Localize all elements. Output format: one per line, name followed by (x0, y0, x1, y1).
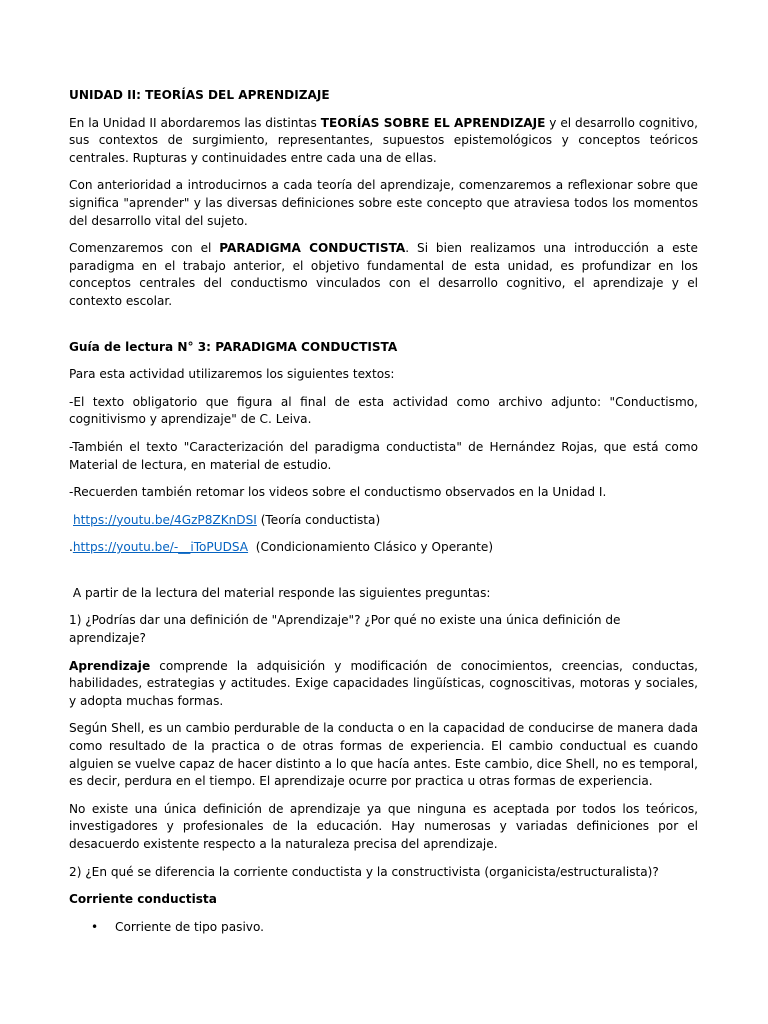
intro-p1-text-b: y el desarrollo cognitivo, sus contextos de surgimiento, representantes, supuestos epistemológicos y conceptos teóricos centrales. Rupturas y continuidades entre cada una de ellas. (69, 115, 699, 165)
answer-1-bold-term: Aprendizaje (69, 658, 151, 673)
bullet-icon: • (91, 919, 99, 934)
question-2: 2) ¿En qué se diferencia la corriente conductista y la constructivista (organicista/estructuralista)? (69, 864, 659, 879)
video-link-line-2 (69, 539, 698, 557)
video-link-1[interactable]: https://youtu.be/4GzP8ZKnDSI (73, 512, 257, 527)
intro-p3-text-b: . Si bien realizamos una introducción a este paradigma en el trabajo anterior, el objetivo fundamental de esta unidad, es profundizar en los conceptos centrales del conductismo vinculados con el desarrollo cognitivo, el aprendizaje y el contexto escolar. (69, 241, 698, 308)
list-item-text: Corriente de tipo pasivo. (115, 919, 264, 934)
list-item (69, 919, 698, 937)
intro-paragraph-3 (69, 240, 698, 310)
answer-1-paragraph-2: Según Shell, es un cambio perdurable de la conducta o en la capacidad de conducirse de manera dada como resultado de la practica o de otras formas de experiencia. El cambio conductual es cuando alguien se vuelve capaz de hacer distinto a lo que hacía antes. Este cambio, dice Shell, no es temporal, es decir, perdura en el tiempo. El aprendizaje ocurre por practica u otras formas de experiencia. (69, 721, 698, 789)
video-link-2-desc: (Condicionamiento Clásico y Operante) (248, 540, 494, 555)
intro-paragraph-1 (69, 115, 698, 168)
answer-1-paragraph-1 (69, 658, 698, 711)
document-page (69, 87, 698, 936)
guide-text-3: -Recuerden también retomar los videos sobre el conductismo observados en la Unidad I. (69, 485, 607, 500)
questions-intro: A partir de la lectura del material responde las siguientes preguntas: (69, 585, 491, 600)
guide-texts-intro: Para esta actividad utilizaremos los siguientes textos: (69, 367, 395, 382)
question-1: 1) ¿Podrías dar una definición de "Aprendizaje"? ¿Por qué no existe una única definición de aprendizaje? (69, 613, 621, 646)
bullet-list (69, 919, 698, 937)
video-link-2[interactable]: https://youtu.be/-__iToPUDSA (72, 540, 249, 555)
intro-p1-text-a: En la Unidad II abordaremos las distintas (69, 115, 321, 130)
current-title: Corriente conductista (69, 892, 217, 907)
unit-title: UNIDAD II: TEORÍAS DEL APRENDIZAJE (69, 88, 330, 102)
video-link-1-desc: (Teoría conductista) (256, 512, 381, 527)
guide-text-1: -El texto obligatorio que figura al final de esta actividad como archivo adjunto: "Conductismo, cognitivismo y aprendizaje" de C. Leiva. (69, 394, 698, 427)
intro-p3-text-a: Comenzaremos con el (69, 241, 220, 256)
video-link-line-1 (69, 512, 698, 530)
video-link-2-prefix: . (69, 540, 73, 555)
guide-text-2: -También el texto "Caracterización del paradigma conductista" de Hernández Rojas, que está como Material de lectura, en material de estudio. (69, 439, 698, 472)
answer-1-paragraph-3: No existe una única definición de aprendizaje ya que ninguna es aceptada por todos los teóricos, investigadores y profesionales de la educación. Hay numerosas y variadas definiciones por el desacuerdo existente respecto a la naturaleza precisa del aprendizaje. (69, 801, 698, 851)
intro-p1-bold: TEORÍAS SOBRE EL APRENDIZAJE (320, 115, 546, 130)
answer-1-text: comprende la adquisición y modificación de conocimientos, creencias, conductas, habilidades, estrategias y actitudes. Exige capacidades lingüísticas, cognoscitivas, motoras y sociales, y adopta muchas formas. (69, 658, 698, 708)
intro-paragraph-2: Con anterioridad a introducirnos a cada teoría del aprendizaje, comenzaremos a reflexionar sobre que significa "aprender" y las diversas definiciones sobre este concepto que atraviesa todos los momentos del desarrollo vital del sujeto. (69, 178, 698, 228)
intro-p3-bold: PARADIGMA CONDUCTISTA (219, 241, 406, 256)
guide-title: Guía de lectura N° 3: PARADIGMA CONDUCTISTA (69, 339, 398, 354)
